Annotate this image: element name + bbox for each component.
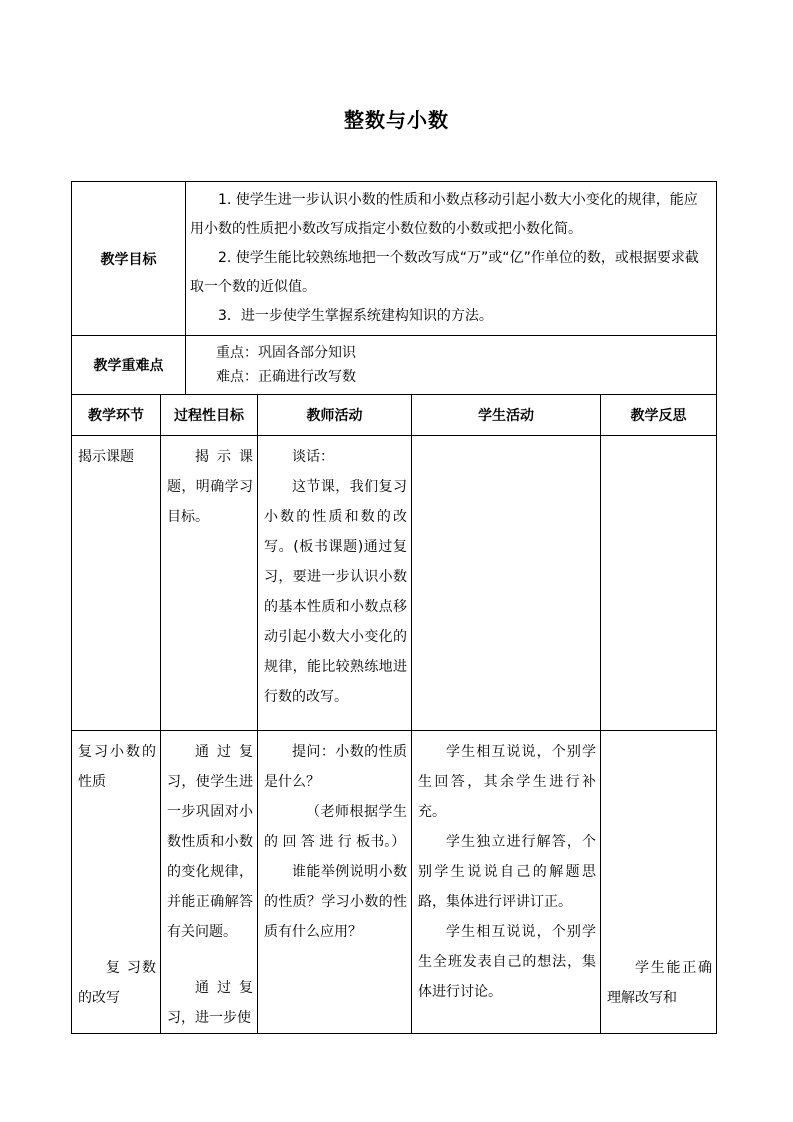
goal-text: 揭 示 课题，明确学习目标。 bbox=[167, 449, 253, 525]
key-points-row bbox=[72, 336, 717, 395]
teacher-text: 谁能举例说明小数的性质？学习小数的性质有什么应用？ bbox=[264, 864, 407, 940]
header-teacher: 教师活动 bbox=[258, 395, 412, 436]
student-text: 学生相互说说，个别学生回答，其余学生进行补充。 bbox=[418, 744, 596, 820]
teacher-text: 提问：小数的性质是什么？ bbox=[264, 744, 407, 790]
header-row bbox=[72, 395, 717, 436]
goals-label: 教学目标 bbox=[72, 182, 186, 336]
reflection-cell bbox=[601, 436, 717, 731]
reflection-cell bbox=[601, 731, 717, 1034]
student-cell bbox=[412, 436, 601, 731]
focus-text: 重点：巩固各部分知识 bbox=[216, 345, 356, 361]
header-goal: 过程性目标 bbox=[161, 395, 258, 436]
difficulty-text: 难点：正确进行改写数 bbox=[216, 369, 356, 385]
student-text: 学生独立进行解答，个别学生说说自己的解题思路，集体进行评讲订正。 bbox=[418, 834, 596, 910]
lesson-plan-table bbox=[71, 181, 717, 1034]
header-student: 学生活动 bbox=[412, 395, 601, 436]
goal-item-3: 3．进一步使学生掌握系统建构知识的方法。 bbox=[218, 308, 493, 324]
goal-cell bbox=[161, 436, 258, 731]
table-row bbox=[72, 436, 717, 731]
goal-item-1: 1. 使学生进一步认识小数的性质和小数点移动引起小数大小变化的规律，能应用小数的性质把小数改写成指定小数位数的小数或把小数化简。 bbox=[190, 192, 698, 237]
page-title: 整数与小数 bbox=[344, 108, 449, 132]
reflection-text: 学生能正确理解改写和 bbox=[607, 960, 712, 1006]
stage-text: 复习小数的性质 bbox=[78, 744, 156, 790]
teacher-cell bbox=[258, 731, 412, 1034]
teacher-text: 谈话： bbox=[292, 449, 334, 465]
goal-item-2: 2. 使学生能比较熟练地把一个数改写成“万”或“亿”作单位的数，或根据要求截取一个数的近似值。 bbox=[190, 250, 699, 295]
key-points-label: 教学重难点 bbox=[72, 336, 186, 395]
stage-cell bbox=[72, 436, 161, 731]
stage-cell bbox=[72, 731, 161, 1034]
stage-text: 揭示课题 bbox=[78, 449, 134, 465]
goals-row bbox=[72, 182, 717, 336]
teacher-text: 这节课，我们复习小数的性质和数的改写。(板书课题)通过复习，要进一步认识小数的基本性质和小数点移动引起小数大小变化的规律，能比较熟练地进行数的改写。 bbox=[264, 479, 407, 705]
teacher-text: （老师根据学生 的 回 答 进 行 板书。） bbox=[264, 804, 407, 850]
header-reflection: 教学反思 bbox=[601, 395, 717, 436]
student-cell bbox=[412, 731, 601, 1034]
key-points-content bbox=[186, 336, 717, 395]
goal-cell bbox=[161, 731, 258, 1034]
student-text: 学生相互说说，个别学生全班发表自己的想法，集体进行讨论。 bbox=[418, 924, 596, 1000]
goals-content bbox=[186, 182, 717, 336]
table-row bbox=[72, 731, 717, 1034]
header-stage: 教学环节 bbox=[72, 395, 161, 436]
goal-text: 通 过 复习，使学生进一步巩固对小数性质和小数的变化规律，并能正确解答有关问题。 bbox=[167, 744, 253, 940]
teacher-cell bbox=[258, 436, 412, 731]
goal-text-2: 通 过 复习，进一步使 bbox=[167, 980, 253, 1026]
stage-text-2: 复 习数的改写 bbox=[78, 960, 156, 1006]
